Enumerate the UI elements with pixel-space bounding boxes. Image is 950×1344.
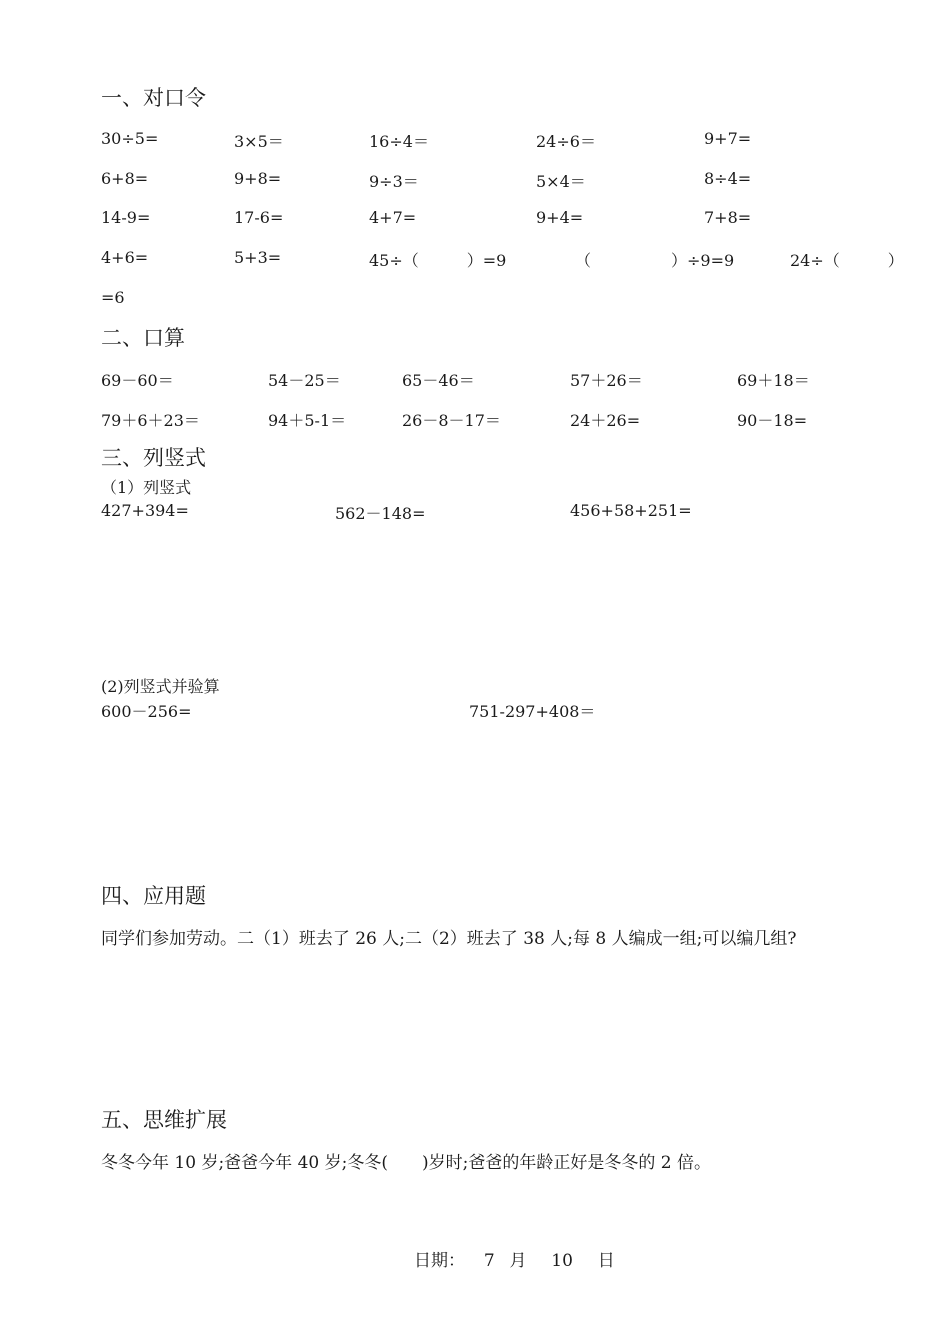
section-3-title: 三、列竖式 [101, 446, 206, 470]
oral-item: 9+7= [704, 129, 752, 148]
oral-item: 9+4= [536, 208, 584, 227]
oral-item-blank: （ ）÷9=9 [575, 251, 735, 270]
vertical-calc-item: 456+58+251= [570, 501, 692, 520]
oral-item: 7+8= [704, 208, 752, 227]
oral-item: 16÷4＝ [369, 132, 429, 151]
section-4-title: 四、应用题 [101, 884, 206, 908]
oral-item: 8÷4= [704, 169, 752, 188]
date-label: 日期： [414, 1251, 465, 1271]
oral-item: 4+7= [369, 208, 417, 227]
calc-item: 24＋26= [570, 411, 641, 430]
oral-item: 30÷5= [101, 129, 159, 148]
oral-item: 9÷3＝ [369, 172, 419, 191]
oral-item: 4+6= [101, 248, 149, 267]
calc-item: 26－8－17＝ [402, 411, 501, 430]
date-day-unit: 日 [597, 1251, 615, 1271]
calc-item: 94＋5-1＝ [268, 411, 347, 430]
calc-item: 57＋26＝ [570, 371, 643, 390]
word-problem: 同学们参加劳动。二（1）班去了 26 人;二（2）班去了 38 人;每 8 人编成一组;可以编几组? [101, 929, 797, 949]
calc-item: 69＋18＝ [737, 371, 810, 390]
oral-item: 17-6= [234, 208, 284, 227]
oral-item: 9+8= [234, 169, 282, 188]
section-5-title: 五、思维扩展 [101, 1108, 227, 1132]
oral-item-blank: 45÷（ ）=9 [369, 251, 507, 270]
verify-calc-item: 600－256= [101, 702, 192, 721]
section-1-title: 一、对口令 [101, 86, 206, 110]
date-month: 7 [483, 1251, 495, 1271]
oral-item: 3×5＝ [234, 132, 284, 151]
subsection-1-title: （1）列竖式 [101, 478, 192, 497]
oral-item-wrap: =6 [101, 288, 125, 307]
calc-item: 54－25＝ [268, 371, 341, 390]
oral-item: 6+8= [101, 169, 149, 188]
oral-item: 5+3= [234, 248, 282, 267]
oral-item: 14-9= [101, 208, 151, 227]
calc-item: 90－18= [737, 411, 808, 430]
oral-item: 24÷6＝ [536, 132, 596, 151]
vertical-calc-item: 427+394= [101, 501, 189, 520]
oral-item-blank: 24÷（ ） [790, 251, 904, 270]
oral-item: 5×4＝ [536, 172, 586, 191]
vertical-calc-item: 562－148= [335, 504, 426, 523]
section-2-title: 二、口算 [101, 326, 185, 350]
thinking-problem: 冬冬今年 10 岁;爸爸今年 40 岁;冬冬( )岁时;爸爸的年龄正好是冬冬的 2 倍。 [101, 1153, 711, 1173]
calc-item: 79＋6＋23＝ [101, 411, 200, 430]
date-day: 10 [551, 1251, 573, 1271]
calc-item: 69－60＝ [101, 371, 174, 390]
calc-item: 65－46＝ [402, 371, 475, 390]
subsection-2-title: (2)列竖式并验算 [101, 677, 220, 696]
date-line [414, 1246, 615, 1271]
verify-calc-item: 751-297+408＝ [469, 702, 596, 721]
date-month-unit: 月 [509, 1251, 527, 1271]
